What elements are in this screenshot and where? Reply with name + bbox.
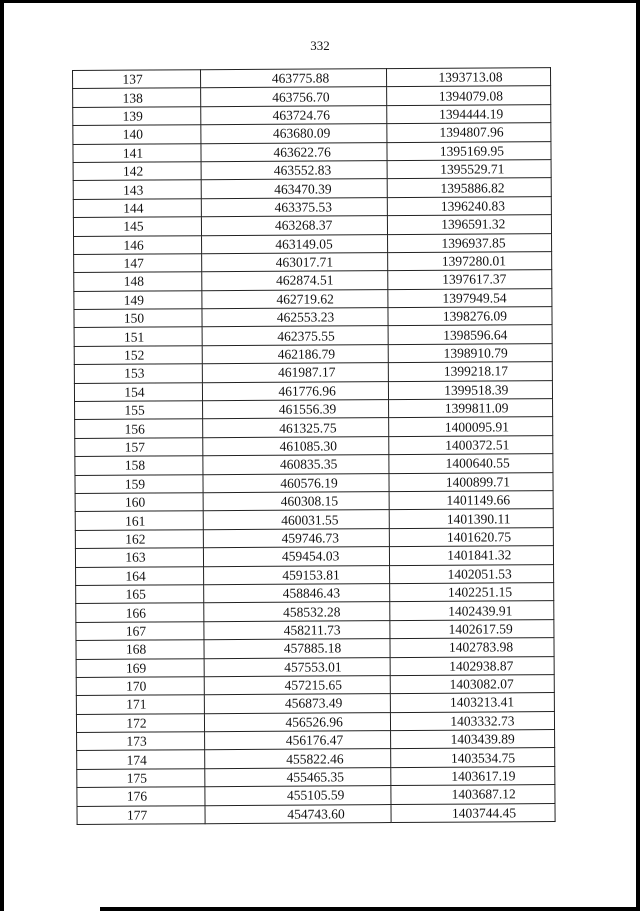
table-row <box>73 178 551 199</box>
y-coordinate-cell: 1403534.75 <box>391 748 555 767</box>
point-number-cell: 154 <box>74 382 202 401</box>
table-row <box>76 638 554 659</box>
x-coordinate-cell: 461085.30 <box>203 436 389 456</box>
y-coordinate-cell: 1402617.59 <box>390 619 554 638</box>
point-number-cell: 176 <box>77 787 205 806</box>
scan-border-top <box>0 0 640 3</box>
table-row <box>74 307 552 328</box>
y-coordinate-cell: 1402783.98 <box>390 638 554 657</box>
x-coordinate-cell: 461987.17 <box>202 363 388 383</box>
y-coordinate-cell: 1399811.09 <box>389 399 553 418</box>
y-coordinate-cell: 1398276.09 <box>388 307 552 326</box>
point-number-cell: 170 <box>76 677 204 696</box>
table-row <box>76 619 554 640</box>
table-row <box>75 509 553 530</box>
y-coordinate-cell: 1399518.39 <box>388 380 552 399</box>
x-coordinate-cell: 460576.19 <box>203 473 389 493</box>
y-coordinate-cell: 1397949.54 <box>388 288 552 307</box>
y-coordinate-cell: 1403744.45 <box>391 803 555 822</box>
y-coordinate-cell: 1397617.37 <box>388 270 552 289</box>
table-row <box>73 86 551 107</box>
y-coordinate-cell: 1400372.51 <box>389 435 553 454</box>
point-number-cell: 146 <box>74 235 202 254</box>
x-coordinate-cell: 463470.39 <box>201 179 387 199</box>
y-coordinate-cell: 1394079.08 <box>387 86 551 105</box>
table-row <box>77 748 555 769</box>
y-coordinate-cell: 1403332.73 <box>390 711 554 730</box>
point-number-cell: 149 <box>74 290 202 309</box>
x-coordinate-cell: 455465.35 <box>205 767 391 787</box>
y-coordinate-cell: 1402938.87 <box>390 656 554 675</box>
table-row <box>75 527 553 548</box>
point-number-cell: 156 <box>75 419 203 438</box>
point-number-cell: 150 <box>74 309 202 328</box>
table-row <box>77 730 555 751</box>
point-number-cell: 137 <box>73 70 201 89</box>
x-coordinate-cell: 456176.47 <box>205 731 391 751</box>
coordinate-table-body <box>73 68 556 825</box>
table-row <box>74 362 552 383</box>
x-coordinate-cell: 457215.65 <box>204 675 390 695</box>
y-coordinate-cell: 1403213.41 <box>390 693 554 712</box>
x-coordinate-cell: 460031.55 <box>203 510 389 530</box>
x-coordinate-cell: 458211.73 <box>204 620 390 640</box>
y-coordinate-cell: 1395169.95 <box>387 141 551 160</box>
table-row <box>74 270 552 291</box>
point-number-cell: 168 <box>76 640 204 659</box>
point-number-cell: 159 <box>75 474 203 493</box>
x-coordinate-cell: 457885.18 <box>204 639 390 659</box>
point-number-cell: 175 <box>77 769 205 788</box>
x-coordinate-cell: 461776.96 <box>202 381 388 401</box>
y-coordinate-cell: 1401390.11 <box>389 509 553 528</box>
x-coordinate-cell: 463552.83 <box>201 161 387 181</box>
table-row <box>77 803 555 824</box>
scan-border-bottom <box>100 907 640 911</box>
table-row <box>73 104 551 125</box>
point-number-cell: 153 <box>74 364 202 383</box>
x-coordinate-cell: 459454.03 <box>203 547 389 567</box>
table-row <box>75 417 553 438</box>
table-row <box>76 564 554 585</box>
table-row <box>76 656 554 677</box>
y-coordinate-cell: 1398910.79 <box>388 343 552 362</box>
table-row <box>74 380 552 401</box>
table-row <box>74 251 552 272</box>
point-number-cell: 166 <box>76 603 204 622</box>
point-number-cell: 151 <box>74 327 202 346</box>
y-coordinate-cell: 1395529.71 <box>387 160 551 179</box>
y-coordinate-cell: 1402051.53 <box>390 564 554 583</box>
point-number-cell: 171 <box>76 695 204 714</box>
point-number-cell: 141 <box>73 143 201 162</box>
y-coordinate-cell: 1394444.19 <box>387 104 551 123</box>
table-row <box>74 325 552 346</box>
x-coordinate-cell: 462375.55 <box>202 326 388 346</box>
y-coordinate-cell: 1396591.32 <box>387 215 551 234</box>
y-coordinate-cell: 1401149.66 <box>389 491 553 510</box>
x-coordinate-cell: 463149.05 <box>202 234 388 254</box>
point-number-cell: 173 <box>77 732 205 751</box>
x-coordinate-cell: 457553.01 <box>204 657 390 677</box>
x-coordinate-cell: 462874.51 <box>202 271 388 291</box>
x-coordinate-cell: 461556.39 <box>203 400 389 420</box>
table-row <box>73 160 551 181</box>
point-number-cell: 161 <box>75 511 203 530</box>
x-coordinate-cell: 463622.76 <box>201 142 387 162</box>
x-coordinate-cell: 461325.75 <box>203 418 389 438</box>
table-row <box>74 233 552 254</box>
table-row <box>75 472 553 493</box>
point-number-cell: 138 <box>73 88 201 107</box>
x-coordinate-cell: 463680.09 <box>201 124 387 144</box>
x-coordinate-cell: 463724.76 <box>201 105 387 125</box>
x-coordinate-cell: 460308.15 <box>203 492 389 512</box>
x-coordinate-cell: 462553.23 <box>202 308 388 328</box>
point-number-cell: 162 <box>75 529 203 548</box>
table-row <box>74 343 552 364</box>
point-number-cell: 143 <box>73 180 201 199</box>
scan-border-right <box>636 0 640 911</box>
scan-border-left <box>0 0 4 911</box>
x-coordinate-cell: 458846.43 <box>204 584 390 604</box>
table-row <box>73 68 551 89</box>
point-number-cell: 164 <box>76 566 204 585</box>
point-number-cell: 165 <box>76 585 204 604</box>
x-coordinate-cell: 459153.81 <box>204 565 390 585</box>
y-coordinate-cell: 1400640.55 <box>389 454 553 473</box>
point-number-cell: 177 <box>77 805 205 824</box>
x-coordinate-cell: 454743.60 <box>205 804 391 824</box>
y-coordinate-cell: 1396240.83 <box>387 196 551 215</box>
table-row <box>77 785 555 806</box>
y-coordinate-cell: 1403617.19 <box>391 766 555 785</box>
point-number-cell: 163 <box>75 548 203 567</box>
coordinate-table <box>72 67 556 825</box>
x-coordinate-cell: 459746.73 <box>203 528 389 548</box>
point-number-cell: 147 <box>74 254 202 273</box>
point-number-cell: 174 <box>77 750 205 769</box>
point-number-cell: 152 <box>74 346 202 365</box>
table-row <box>74 288 552 309</box>
point-number-cell: 157 <box>75 438 203 457</box>
x-coordinate-cell: 463775.88 <box>201 69 387 89</box>
page-number: 332 <box>310 38 330 53</box>
x-coordinate-cell: 462719.62 <box>202 289 388 309</box>
point-number-cell: 140 <box>73 125 201 144</box>
table-row <box>76 674 554 695</box>
point-number-cell: 172 <box>76 713 204 732</box>
table-row <box>75 454 553 475</box>
table-row <box>76 711 554 732</box>
y-coordinate-cell: 1395886.82 <box>387 178 551 197</box>
coordinate-table-wrapper <box>72 67 555 825</box>
x-coordinate-cell: 456873.49 <box>204 694 390 714</box>
point-number-cell: 139 <box>73 106 201 125</box>
x-coordinate-cell: 455105.59 <box>205 786 391 806</box>
y-coordinate-cell: 1403082.07 <box>390 674 554 693</box>
x-coordinate-cell: 463268.37 <box>201 216 387 236</box>
point-number-cell: 155 <box>75 401 203 420</box>
point-number-cell: 158 <box>75 456 203 475</box>
table-row <box>76 583 554 604</box>
y-coordinate-cell: 1403687.12 <box>391 785 555 804</box>
table-row <box>76 693 554 714</box>
y-coordinate-cell: 1397280.01 <box>388 251 552 270</box>
table-row <box>73 141 551 162</box>
y-coordinate-cell: 1400095.91 <box>389 417 553 436</box>
y-coordinate-cell: 1400899.71 <box>389 472 553 491</box>
table-row <box>76 601 554 622</box>
x-coordinate-cell: 463017.71 <box>202 252 388 272</box>
y-coordinate-cell: 1394807.96 <box>387 123 551 142</box>
y-coordinate-cell: 1401841.32 <box>389 546 553 565</box>
y-coordinate-cell: 1402251.15 <box>390 583 554 602</box>
y-coordinate-cell: 1399218.17 <box>388 362 552 381</box>
x-coordinate-cell: 458532.28 <box>204 602 390 622</box>
table-row <box>75 491 553 512</box>
table-row <box>75 399 553 420</box>
table-row <box>75 435 553 456</box>
table-row <box>73 196 551 217</box>
x-coordinate-cell: 460835.35 <box>203 455 389 475</box>
x-coordinate-cell: 463375.53 <box>201 197 387 217</box>
point-number-cell: 144 <box>73 198 201 217</box>
x-coordinate-cell: 462186.79 <box>202 344 388 364</box>
point-number-cell: 160 <box>75 493 203 512</box>
x-coordinate-cell: 456526.96 <box>204 712 390 732</box>
y-coordinate-cell: 1403439.89 <box>391 730 555 749</box>
table-row <box>77 766 555 787</box>
y-coordinate-cell: 1402439.91 <box>390 601 554 620</box>
y-coordinate-cell: 1398596.64 <box>388 325 552 344</box>
point-number-cell: 167 <box>76 621 204 640</box>
x-coordinate-cell: 455822.46 <box>205 749 391 769</box>
y-coordinate-cell: 1396937.85 <box>388 233 552 252</box>
table-row <box>73 123 551 144</box>
y-coordinate-cell: 1393713.08 <box>386 68 550 87</box>
point-number-cell: 145 <box>73 217 201 236</box>
table-row <box>75 546 553 567</box>
point-number-cell: 148 <box>74 272 202 291</box>
x-coordinate-cell: 463756.70 <box>201 87 387 107</box>
point-number-cell: 169 <box>76 658 204 677</box>
y-coordinate-cell: 1401620.75 <box>389 527 553 546</box>
point-number-cell: 142 <box>73 162 201 181</box>
table-row <box>73 215 551 236</box>
